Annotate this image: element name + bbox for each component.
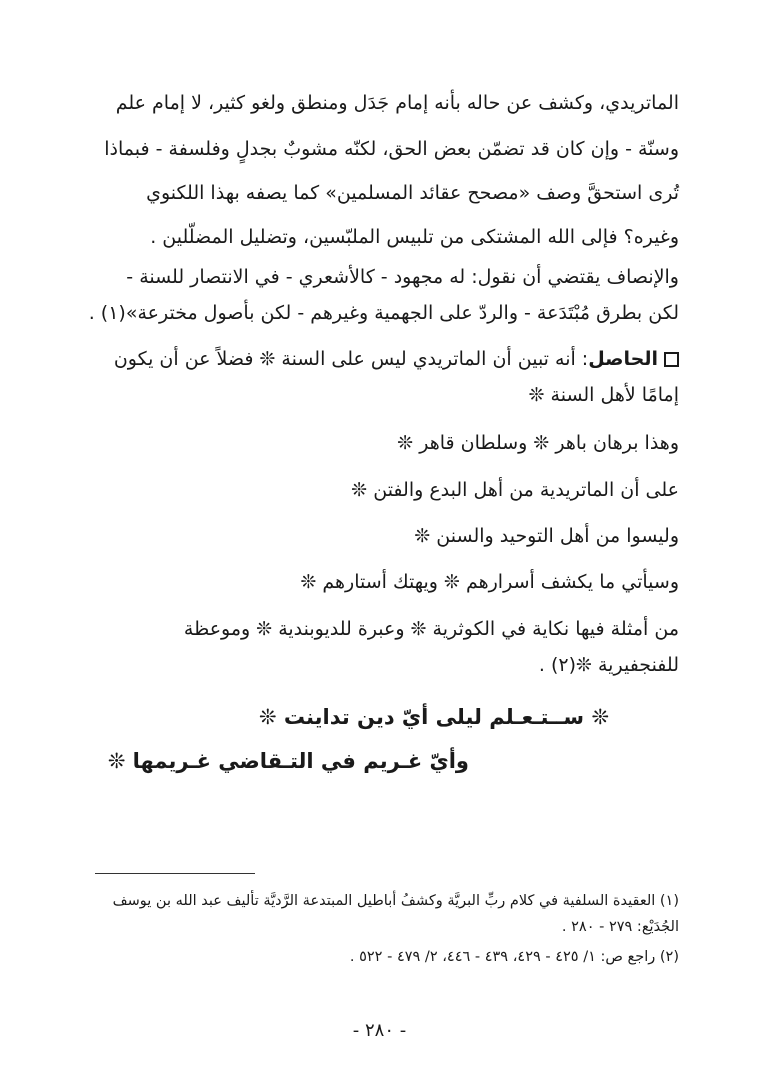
rhyme-line3: وليسوا من أهل التوحيد والسنن ❊ (414, 525, 679, 547)
page-number: - ٢٨٠ - (352, 1020, 407, 1041)
conclusion-text: : أنه تبين أن الماتريدي ليس على السنة ❊ فضلاً عن أن يكون (113, 348, 589, 370)
verse-line1: ❊ ســتـعـلم ليلى أيّ دين تداينت ❊ (258, 705, 609, 729)
footnote1-line1: (١) العقيدة السلفية في كلام ربِّ البريَّة وكشفُ أباطيل المبتدعة الرَّديَّة تأليف عبد الله بن يوسف (112, 893, 679, 909)
conclusion-label: الحاصل (588, 348, 658, 370)
paragraph1-line1: الماتريدي، وكشف عن حاله بأنه إمام جَدَل ومنطق ولغو كثير، لا إمام علم (115, 92, 679, 114)
square-bullet-icon (664, 352, 679, 367)
paragraph1-line2: وسنّة - وإن كان قد تضمّن بعض الحق، لكنّه مشوبٌ بجدلٍ وفلسفة - فبماذا (104, 138, 679, 160)
rhyme-line4: وسيأتي ما يكشف أسرارهم ❊ ويهتك أستارهم ❊ (300, 571, 679, 593)
rhyme-line5: من أمثلة فيها نكاية في الكوثرية ❊ وعبرة للديوبندية ❊ وموعظة (183, 618, 679, 640)
paragraph2-line1: والإنصاف يقتضي أن نقول: له مجهود - كالأشعري - في الانتصار للسنة - (126, 266, 679, 288)
rhyme-line1: وهذا برهان باهر ❊ وسلطان قاهر ❊ (397, 432, 679, 454)
paragraph1-line4: وغيره؟ فإلى الله المشتكى من تلبيس الملبّسين، وتضليل المضلّلين . (150, 226, 679, 248)
paragraph1-line3: تُرى استحقَّ وصف «مصحح عقائد المسلمين» كما يصفه بهذا اللكنوي (146, 182, 679, 204)
footnote-divider (95, 873, 255, 874)
conclusion-line1 (99, 344, 679, 374)
paragraph2-line2: لكن بطرق مُبْتَدَعة - والردّ على الجهمية وغيرهم - لكن بأصول مخترعة»(١) . (88, 302, 679, 324)
rhyme-line2: على أن الماتريدية من أهل البدع والفتن ❊ (351, 479, 679, 501)
footnote2: (٢) راجع ص: ١/ ٤٢٥ - ٤٢٩، ٤٣٩ - ٤٤٦، ٢/ ٤٧٩ - ٥٢٢ . (349, 949, 679, 965)
rhyme-line6: للفنجفيرية ❊(٢) . (538, 654, 679, 676)
conclusion-line2: إمامًا لأهل السنة ❊ (528, 384, 679, 406)
verse-line2: وأيّ غـريم في التـقاضي غـريمها ❊ (107, 749, 469, 773)
footnote1-line2: الجُدَيْع: ٢٧٩ - ٢٨٠ . (561, 919, 679, 935)
